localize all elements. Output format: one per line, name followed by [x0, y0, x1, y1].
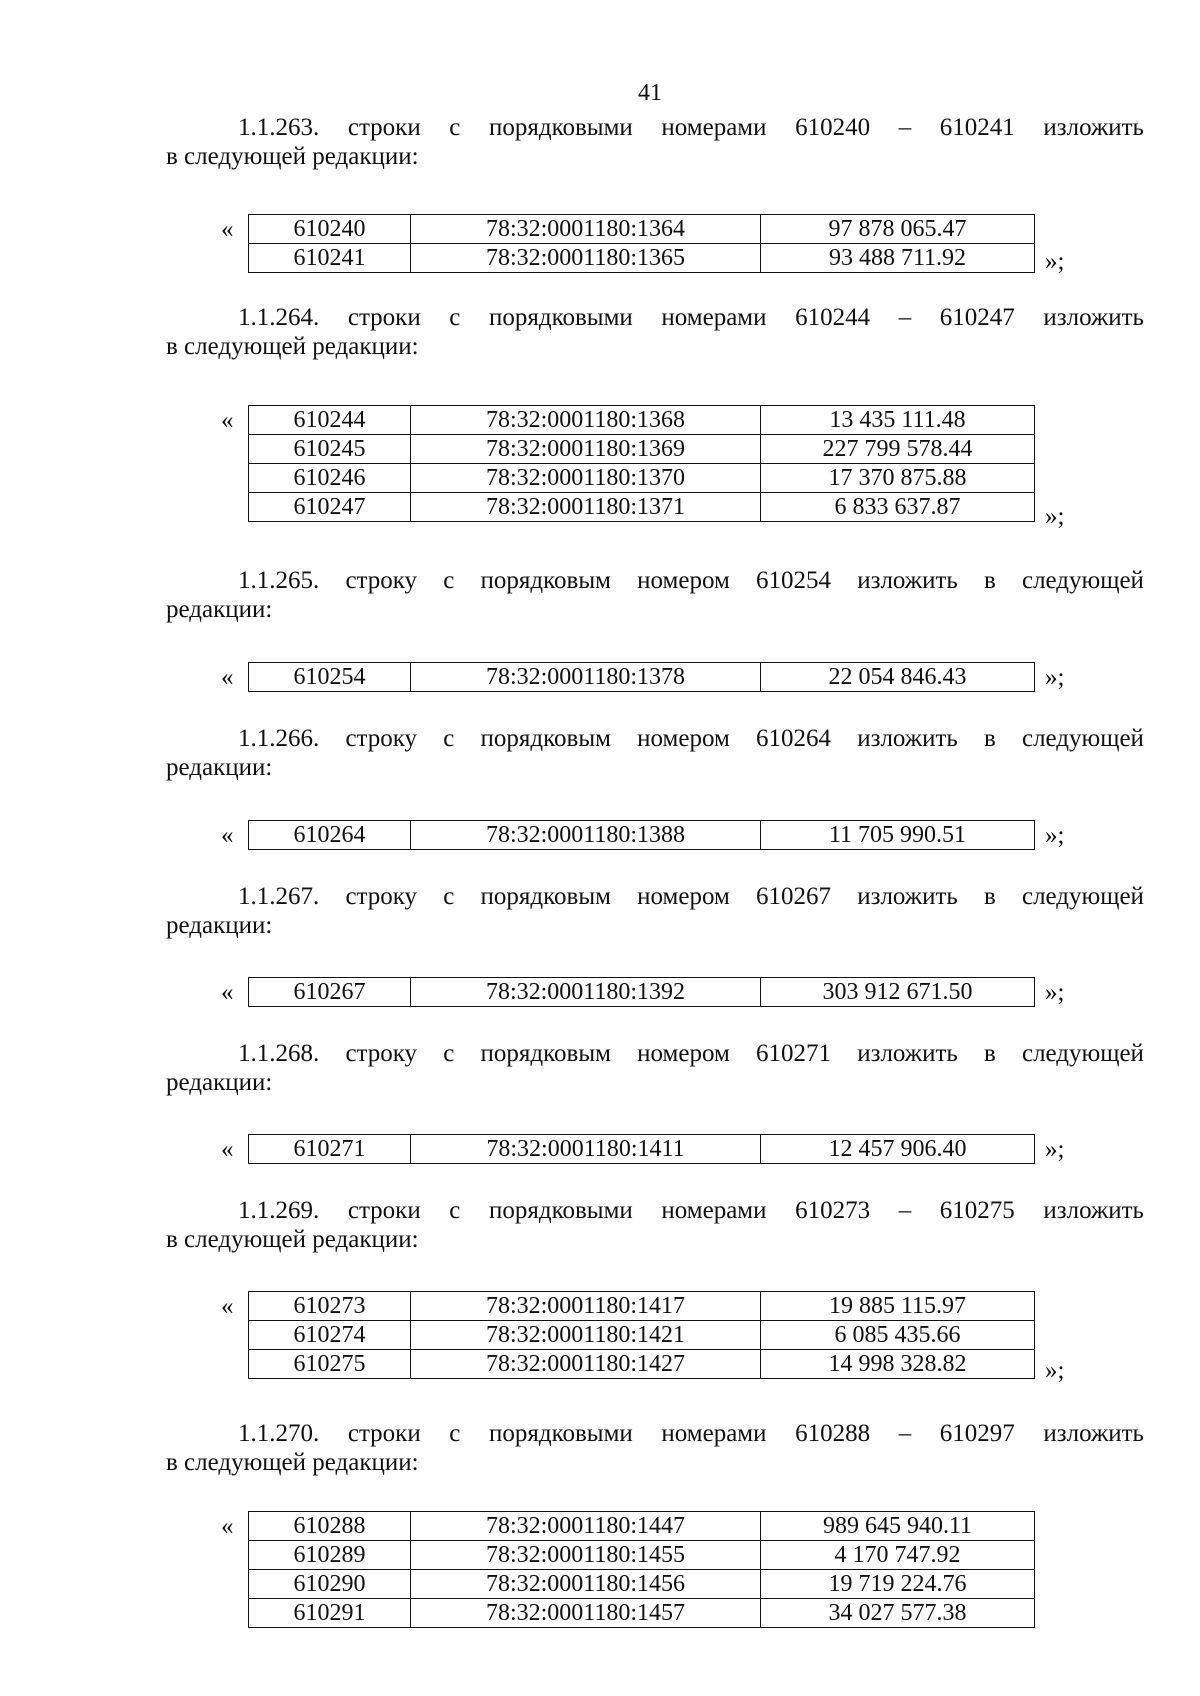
cadastral-number-cell: 78:32:0001180:1447 [411, 1512, 761, 1541]
value-cell: 14 998 328.82 [761, 1350, 1035, 1379]
quote-close: »; [1045, 1136, 1065, 1163]
row-number-cell: 610274 [249, 1321, 411, 1350]
word: – [898, 1197, 912, 1224]
value-cell: 6 085 435.66 [761, 1321, 1035, 1350]
word: в [983, 725, 996, 752]
row-number-cell: 610275 [249, 1350, 411, 1379]
word: 610273 [795, 1197, 871, 1224]
value-cell: 303 912 671.50 [761, 978, 1035, 1007]
paragraph-second-line: редакции: [166, 754, 273, 781]
word: с [443, 567, 455, 594]
paragraph-second-line: редакции: [166, 596, 273, 623]
rows-block [221, 405, 1065, 530]
value-cell: 34 027 577.38 [761, 1599, 1035, 1628]
cadastral-number-cell: 78:32:0001180:1392 [411, 978, 761, 1007]
word: порядковыми [489, 1420, 633, 1447]
cadastral-number-cell: 78:32:0001180:1364 [411, 215, 761, 244]
value-cell: 17 370 875.88 [761, 464, 1035, 493]
word: следующей [1021, 1040, 1144, 1067]
value-cell: 227 799 578.44 [761, 435, 1035, 464]
word: 610267 [756, 883, 831, 910]
table-row [249, 1292, 1035, 1321]
row-number-cell: 610271 [249, 1135, 411, 1164]
rows-block [221, 1511, 1035, 1628]
table-row [249, 406, 1035, 435]
paragraph-second-line: в следующей редакции: [166, 143, 419, 170]
paragraph-first-line [166, 303, 1144, 332]
table-row [249, 244, 1035, 273]
row-number-cell: 610273 [249, 1292, 411, 1321]
value-cell: 97 878 065.47 [761, 215, 1035, 244]
word: в [983, 567, 996, 594]
section-number: 1.1.270. [238, 1420, 320, 1447]
word: порядковыми [489, 114, 633, 141]
page-number: 41 [638, 80, 662, 106]
word: номерами [661, 304, 767, 331]
quote-close: »; [1045, 1357, 1065, 1384]
paragraph-second-line: редакции: [166, 912, 273, 939]
cadastral-number-cell: 78:32:0001180:1369 [411, 435, 761, 464]
word: порядковыми [489, 304, 633, 331]
table-row [249, 493, 1035, 522]
word: изложить [857, 725, 958, 752]
quote-open: « [221, 1293, 234, 1320]
table-row [249, 821, 1035, 850]
value-cell: 19 885 115.97 [761, 1292, 1035, 1321]
replacement-table [248, 662, 1035, 692]
section-paragraph [166, 566, 1144, 624]
word: 610275 [939, 1197, 1015, 1224]
word: изложить [1043, 1420, 1144, 1447]
value-cell: 4 170 747.92 [761, 1541, 1035, 1570]
row-number-cell: 610240 [249, 215, 411, 244]
paragraph-second-line: в следующей редакции: [166, 333, 419, 360]
section-number: 1.1.267. [238, 883, 320, 910]
table-row [249, 1135, 1035, 1164]
row-number-cell: 610264 [249, 821, 411, 850]
row-number-cell: 610241 [249, 244, 411, 273]
word: порядковыми [489, 1197, 633, 1224]
cadastral-number-cell: 78:32:0001180:1457 [411, 1599, 761, 1628]
word: 610271 [756, 1040, 831, 1067]
row-number-cell: 610254 [249, 663, 411, 692]
section-number: 1.1.268. [238, 1040, 320, 1067]
table-row [249, 1599, 1035, 1628]
paragraph-first-line [166, 566, 1144, 595]
value-cell: 22 054 846.43 [761, 663, 1035, 692]
replacement-table [248, 214, 1035, 273]
word: порядковым [480, 883, 611, 910]
row-number-cell: 610288 [249, 1512, 411, 1541]
word: – [898, 1420, 912, 1447]
word: строки [347, 304, 421, 331]
quote-open: « [221, 822, 234, 849]
word: 610297 [939, 1420, 1015, 1447]
word: в [983, 883, 996, 910]
word: в [983, 1040, 996, 1067]
replacement-table [248, 1134, 1035, 1164]
section-paragraph [166, 1419, 1144, 1477]
row-number-cell: 610291 [249, 1599, 411, 1628]
replacement-table [248, 405, 1035, 522]
replacement-table [248, 1291, 1035, 1379]
word: строки [347, 114, 421, 141]
cadastral-number-cell: 78:32:0001180:1388 [411, 821, 761, 850]
quote-open: « [221, 407, 234, 434]
row-number-cell: 610244 [249, 406, 411, 435]
word: номером [637, 725, 730, 752]
quote-close: »; [1045, 248, 1065, 275]
table-row [249, 1570, 1035, 1599]
table-row [249, 1350, 1035, 1379]
word: номерами [661, 1197, 767, 1224]
paragraph-second-line: в следующей редакции: [166, 1226, 419, 1253]
quote-close: »; [1045, 503, 1065, 530]
word: 610244 [795, 304, 871, 331]
paragraph-second-line: редакции: [166, 1069, 273, 1096]
word: изложить [1043, 304, 1144, 331]
word: изложить [857, 883, 958, 910]
cadastral-number-cell: 78:32:0001180:1365 [411, 244, 761, 273]
paragraph-first-line [166, 882, 1144, 911]
word: с [443, 883, 455, 910]
row-number-cell: 610247 [249, 493, 411, 522]
value-cell: 19 719 224.76 [761, 1570, 1035, 1599]
word: с [449, 304, 461, 331]
section-number: 1.1.265. [238, 567, 320, 594]
section-paragraph [166, 882, 1144, 940]
rows-block [221, 977, 1065, 1007]
cadastral-number-cell: 78:32:0001180:1368 [411, 406, 761, 435]
row-number-cell: 610246 [249, 464, 411, 493]
word: номером [637, 883, 730, 910]
word: 610254 [756, 567, 831, 594]
row-number-cell: 610245 [249, 435, 411, 464]
word: с [443, 725, 455, 752]
word: номером [637, 567, 730, 594]
replacement-table [248, 977, 1035, 1007]
replacement-table [248, 1511, 1035, 1628]
word: следующей [1021, 883, 1144, 910]
quote-close: »; [1045, 822, 1065, 849]
cadastral-number-cell: 78:32:0001180:1411 [411, 1135, 761, 1164]
rows-block [221, 1291, 1065, 1384]
replacement-table [248, 820, 1035, 850]
section-paragraph [166, 1039, 1144, 1097]
table-row [249, 1541, 1035, 1570]
word: – [898, 114, 912, 141]
paragraph-first-line [166, 113, 1144, 142]
word: следующей [1021, 725, 1144, 752]
value-cell: 12 457 906.40 [761, 1135, 1035, 1164]
value-cell: 11 705 990.51 [761, 821, 1035, 850]
table-row [249, 435, 1035, 464]
word: 610247 [939, 304, 1015, 331]
row-number-cell: 610290 [249, 1570, 411, 1599]
word: номерами [661, 1420, 767, 1447]
word: порядковым [480, 1040, 611, 1067]
word: строку [345, 1040, 418, 1067]
cadastral-number-cell: 78:32:0001180:1455 [411, 1541, 761, 1570]
word: изложить [857, 567, 958, 594]
table-row [249, 215, 1035, 244]
row-number-cell: 610289 [249, 1541, 411, 1570]
word: следующей [1021, 567, 1144, 594]
word: строки [347, 1197, 421, 1224]
table-row [249, 978, 1035, 1007]
word: строки [347, 1420, 421, 1447]
word: с [449, 1197, 461, 1224]
cadastral-number-cell: 78:32:0001180:1417 [411, 1292, 761, 1321]
word: строку [345, 883, 418, 910]
word: изложить [1043, 1197, 1144, 1224]
paragraph-first-line [166, 1419, 1144, 1448]
word: номерами [661, 114, 767, 141]
word: 610264 [756, 725, 831, 752]
cadastral-number-cell: 78:32:0001180:1371 [411, 493, 761, 522]
quote-open: « [221, 216, 234, 243]
cadastral-number-cell: 78:32:0001180:1370 [411, 464, 761, 493]
cadastral-number-cell: 78:32:0001180:1378 [411, 663, 761, 692]
word: с [449, 1420, 461, 1447]
section-number: 1.1.266. [238, 725, 320, 752]
quote-open: « [221, 1513, 234, 1540]
cadastral-number-cell: 78:32:0001180:1421 [411, 1321, 761, 1350]
section-paragraph [166, 724, 1144, 782]
paragraph-first-line [166, 1039, 1144, 1068]
quote-close: »; [1045, 664, 1065, 691]
word: номером [637, 1040, 730, 1067]
table-row [249, 1512, 1035, 1541]
value-cell: 989 645 940.11 [761, 1512, 1035, 1541]
paragraph-second-line: в следующей редакции: [166, 1449, 419, 1476]
quote-open: « [221, 664, 234, 691]
value-cell: 6 833 637.87 [761, 493, 1035, 522]
quote-open: « [221, 979, 234, 1006]
word: изложить [857, 1040, 958, 1067]
paragraph-first-line [166, 724, 1144, 753]
word: – [898, 304, 912, 331]
section-number: 1.1.269. [238, 1197, 320, 1224]
word: порядковым [480, 725, 611, 752]
paragraph-first-line [166, 1196, 1144, 1225]
value-cell: 93 488 711.92 [761, 244, 1035, 273]
word: изложить [1043, 114, 1144, 141]
quote-close: »; [1045, 979, 1065, 1006]
quote-open: « [221, 1136, 234, 1163]
section-paragraph [166, 303, 1144, 361]
table-row [249, 663, 1035, 692]
rows-block [221, 214, 1065, 275]
value-cell: 13 435 111.48 [761, 406, 1035, 435]
cadastral-number-cell: 78:32:0001180:1456 [411, 1570, 761, 1599]
cadastral-number-cell: 78:32:0001180:1427 [411, 1350, 761, 1379]
section-number: 1.1.264. [238, 304, 320, 331]
rows-block [221, 662, 1065, 692]
word: 610241 [939, 114, 1015, 141]
table-row [249, 1321, 1035, 1350]
word: строку [345, 725, 418, 752]
word: 610288 [795, 1420, 871, 1447]
row-number-cell: 610267 [249, 978, 411, 1007]
section-paragraph [166, 1196, 1144, 1254]
rows-block [221, 820, 1065, 850]
section-paragraph [166, 113, 1144, 171]
section-number: 1.1.263. [238, 114, 320, 141]
word: порядковым [480, 567, 611, 594]
word: с [449, 114, 461, 141]
rows-block [221, 1134, 1065, 1164]
table-row [249, 464, 1035, 493]
word: с [443, 1040, 455, 1067]
word: 610240 [795, 114, 871, 141]
word: строку [345, 567, 418, 594]
